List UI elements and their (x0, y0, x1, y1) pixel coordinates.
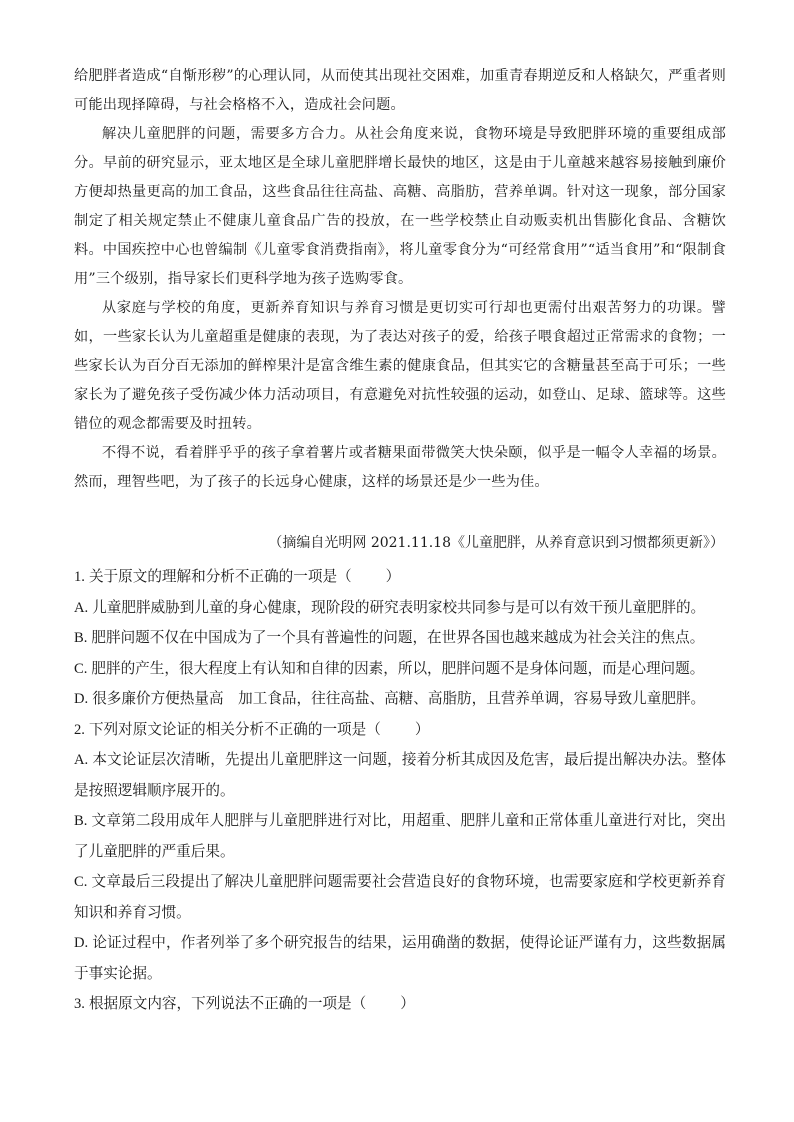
passage-paragraph-3: 从家庭与学校的角度，更新养育知识与养育习惯是更切实可行却也更需付出艰苦努力的功课。譬如，一些家长认为儿童超重是健康的表现，为了表达对孩子的爱，给孩子喂食超过正常需求的食物；一些家长认为百分百无添加的鲜榨果汁是富含维生素的健康食品，但其实它的含糖量甚至高于可乐；一些家长为了避免孩子受伤减少体力活动项目，有意避免对抗性较强的运动，如登山、足球、篮球等。这些错位的观念都需要及时扭转。 (74, 300, 726, 432)
question-number: 2. (74, 721, 85, 738)
passage-source-citation: （摘编自光明网 2021.11.18《儿童肥胖，从养育意识到习惯都须更新》） (268, 535, 724, 551)
question-text: 下列对原文论证的相关分析不正确的一项是（ (88, 721, 381, 738)
question-1-option-a (74, 593, 726, 624)
question-2-stem (74, 715, 726, 746)
question-1-option-c (74, 654, 726, 685)
question-text-end: ） (414, 721, 430, 738)
option-text: 文章最后三段提出了解决儿童肥胖问题需要社会营造良好的食物环境，也需要家庭和学校更新养育知识和养育习惯。 (74, 874, 726, 921)
question-text: 根据原文内容，下列说法不正确的一项是（ (88, 996, 367, 1012)
question-3-stem (74, 989, 726, 1020)
option-letter: A. (74, 752, 89, 768)
question-1-stem (74, 562, 726, 593)
question-1-option-d (74, 684, 726, 715)
option-text: 论证过程中，作者列举了多个研究报告的结果，运用确凿的数据，使得论证严谨有力，这些数据属于事实论据。 (74, 935, 726, 982)
option-letter: B. (74, 813, 88, 829)
reading-passage (74, 62, 726, 497)
question-2-option-c (74, 867, 726, 928)
option-text: 儿童肥胖威胁到儿童的身心健康，现阶段的研究表明家校共同参与是可以有效干预儿童肥胖的。 (92, 599, 706, 616)
option-letter: C. (74, 874, 88, 890)
option-text: 文章第二段用成年人肥胖与儿童肥胖进行对比，用超重、肥胖儿童和正常体重儿童进行对比，突出了儿童肥胖的严重后果。 (74, 813, 726, 860)
option-text: 很多廉价方便热量高 加工食品，往往高盐、高糖、高脂肪，且营养单调，容易导致儿童肥胖。 (92, 691, 706, 707)
passage-paragraph-4: 不得不说，看着胖乎乎的孩子拿着薯片或者糖果面带微笑大快朵颐，似乎是一幅令人幸福的场景。然而，理智些吧，为了孩子的长远身心健康，这样的场景还是少一些为佳。 (74, 445, 726, 490)
option-letter: D. (74, 935, 89, 951)
question-number: 1. (74, 569, 85, 585)
option-letter: A. (74, 599, 89, 616)
question-number: 3. (74, 996, 85, 1012)
passage-paragraph-1: 给肥胖者造成“自惭形秽”的心理认同，从而使其出现社交困难，加重青春期逆反和人格缺欠，严重者则可能出现择障碍，与社会格格不入，造成社会问题。 (74, 68, 726, 113)
question-list (74, 562, 726, 1020)
question-1-option-b (74, 623, 726, 654)
option-text: 肥胖问题不仅在中国成为了一个具有普遍性的问题，在世界各国也越来越成为社会关注的焦点。 (91, 630, 705, 646)
question-2-option-a (74, 745, 726, 806)
passage-paragraph-2: 解决儿童肥胖的问题，需要多方合力。从社会角度来说，食物环境是导致肥胖环境的重要组成部分。早前的研究显示，亚太地区是全球儿童肥胖增长最快的地区，这是由于儿童越来越容易接触到廉价方便却热量更高的加工食品，这些食品往往高盐、高糖、高脂肪，营养单调。针对这一现象，部分国家制定了相关规定禁止不健康儿童食品广告的投放，在一些学校禁止自动贩卖机出售膨化食品、含糖饮料。中国疾控中心也曾编制《儿童零食消费指南》，将儿童零食分为“可经常食用”“适当食用”和“限制食用”三个级别，指导家长们更科学地为孩子选购零食。 (74, 126, 726, 287)
option-letter: C. (74, 660, 88, 677)
option-text: 本文论证层次清晰，先提出儿童肥胖这一问题，接着分析其成因及危害，最后提出解决办法。整体是按照逻辑顺序展开的。 (74, 752, 726, 799)
question-2-option-d (74, 928, 726, 989)
option-letter: D. (74, 691, 89, 707)
question-text-end: ） (385, 569, 401, 585)
question-2-option-b (74, 806, 726, 867)
question-text-end: ） (400, 996, 415, 1012)
option-letter: B. (74, 630, 88, 646)
question-text: 关于原文的理解和分析不正确的一项是（ (88, 569, 352, 585)
option-text: 肥胖的产生，很大程度上有认知和自律的因素，所以，肥胖问题不是身体问题，而是心理问题。 (91, 660, 705, 677)
